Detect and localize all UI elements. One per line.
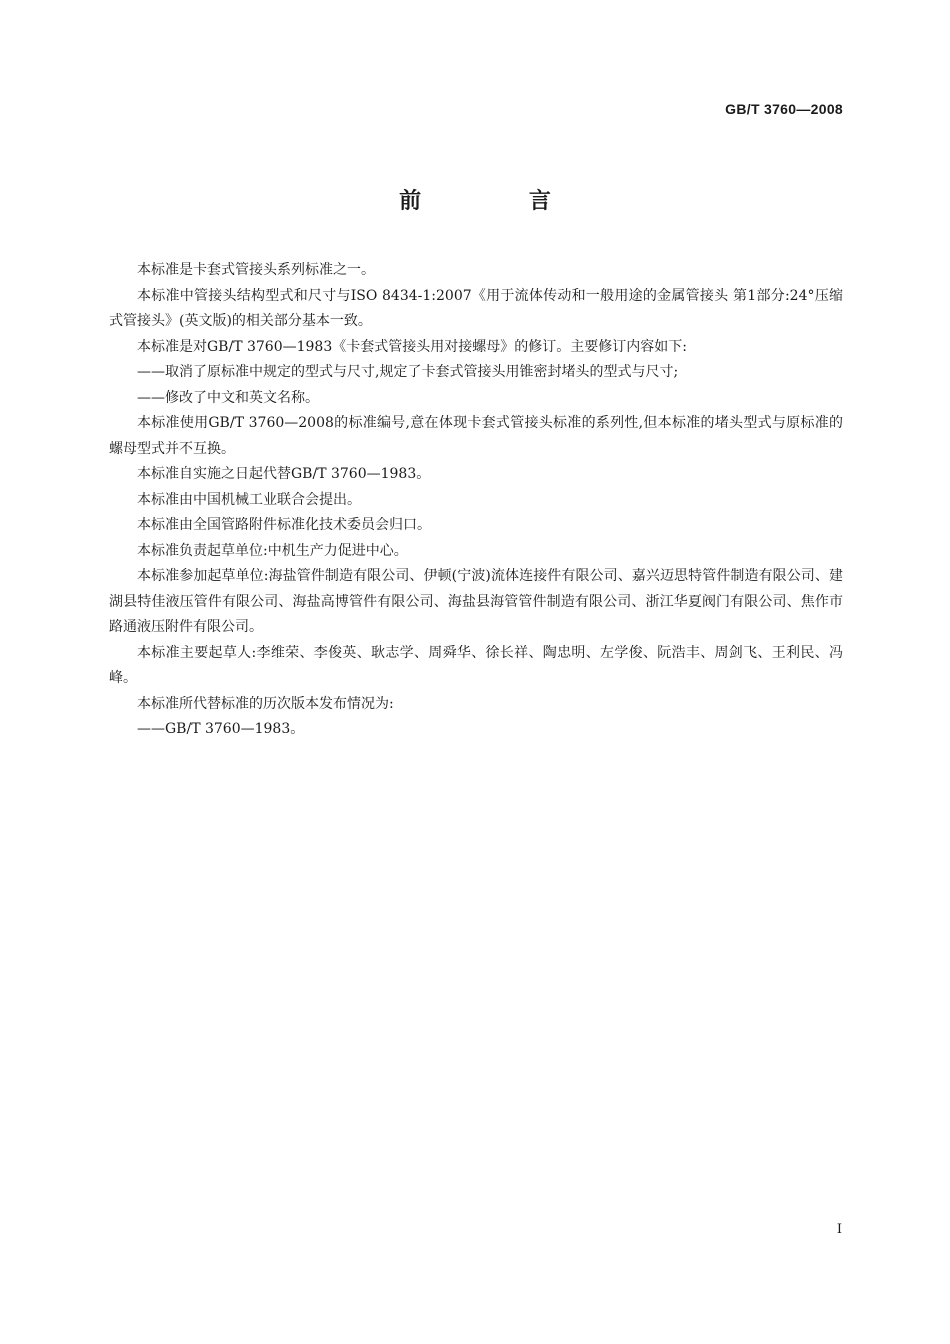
paragraph-centralized-by: 本标准由全国管路附件标准化技术委员会归口。 [137, 517, 431, 533]
paragraph-numbering: 本标准使用GB/T 3760—2008的标准编号,意在体现卡套式管接头标准的系列性,但本标准的堵头型式与原标准的螺母型式并不互换。 [109, 415, 843, 457]
paragraph-history: 本标准所代替标准的历次版本发布情况为: [137, 695, 394, 712]
paragraph-revision: 本标准是对GB/T 3760—1983《卡套式管接头用对接螺母》的修订。主要修订内容如下: [137, 338, 687, 355]
paragraph-replaces: 本标准自实施之日起代替GB/T 3760—1983。 [137, 466, 431, 482]
paragraph-drafters: 本标准主要起草人:李维荣、李俊英、耿志学、周舜华、徐长祥、陶忠明、左学俊、阮浩丰、周剑飞、王利民、冯峰。 [109, 644, 843, 686]
paragraph-proposed-by: 本标准由中国机械工业联合会提出。 [137, 491, 361, 508]
revision-item-1: ——取消了原标准中规定的型式与尺寸,规定了卡套式管接头用锥密封堵头的型式与尺寸; [137, 364, 679, 380]
paragraph-iso-reference: 本标准中管接头结构型式和尺寸与ISO 8434-1:2007《用于流体传动和一般用途的金属管接头 第1部分:24°压缩式管接头》(英文版)的相关部分基本一致。 [109, 287, 843, 329]
paragraph-series: 本标准是卡套式管接头系列标准之一。 [137, 262, 375, 278]
revision-item-2: ——修改了中文和英文名称。 [137, 389, 319, 406]
paragraph-participating-units: 本标准参加起草单位:海盐管件制造有限公司、伊顿(宁波)流体连接件有限公司、嘉兴迈思特管件制造有限公司、建湖县特佳液压管件有限公司、海盐高博管件有限公司、海盐县海管管件制造有限公司、浙江华夏阀门有限公司、焦作市路通液压附件有限公司。 [109, 568, 843, 635]
page-title: 前 言 [399, 189, 601, 214]
standard-code: GB/T 3760—2008 [725, 101, 843, 117]
page-number: I [836, 1222, 842, 1237]
paragraph-drafting-unit: 本标准负责起草单位:中机生产力促进中心。 [137, 542, 408, 559]
history-item-1: ——GB/T 3760—1983。 [137, 721, 305, 737]
foreword-body [109, 258, 843, 743]
